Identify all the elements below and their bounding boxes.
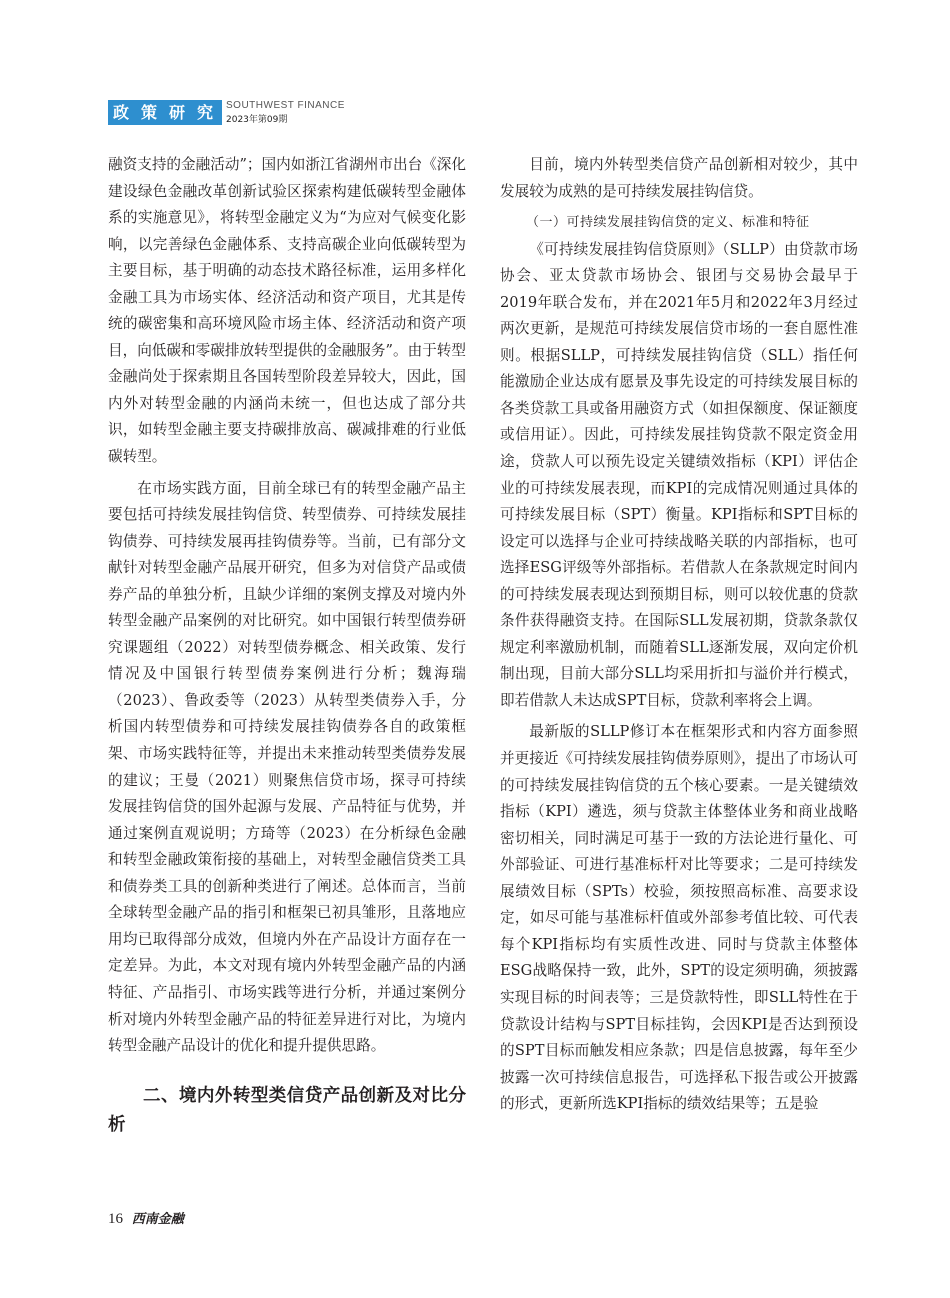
left-column [108, 152, 466, 1140]
page-footer [108, 1208, 184, 1228]
journal-english-name: SOUTHWEST FINANCE [226, 100, 345, 111]
section-tag: 政策研究 [108, 100, 222, 125]
subsection-heading: （一）可持续发展挂钩信贷的定义、标准和特征 [526, 215, 810, 231]
journal-name: 西南金融 [131, 1212, 184, 1227]
paragraph: 目前，境内外转型类信贷产品创新相对较少，其中发展较为成熟的是可持续发展挂钩信贷。 [500, 156, 858, 200]
paragraph: 融资支持的金融活动”；国内如浙江省湖州市出台《深化建设绿色金融改革创新试验区探索构建低碳转型金融体系的实施意见》，将转型金融定义为“为应对气候变化影响，以完善绿色金融体系、支持高碳企业向低碳转型为主要目标，基于明确的动态技术路径标准，运用多样化金融工具为市场实体、经济活动和资产项目，尤其是传统的碳密集和高环境风险市场主体、经济活动和资产项目，向低碳和零碳排放转型提供的金融服务”。由于转型金融尚处于探索期且各国转型阶段差异较大，因此，国内外对转型金融的内涵尚未统一，但也达成了部分共识，如转型金融主要支持碳排放高、碳减排难的行业低碳转型。 [108, 156, 466, 466]
paragraph: 在市场实践方面，目前全球已有的转型金融产品主要包括可持续发展挂钩信贷、转型债券、可持续发展挂钩债券、可持续发展再挂钩债券等。当前，已有部分文献针对转型金融产品展开研究，但多为对信贷产品或债券产品的单独分析，且缺少详细的案例支撑及对境内外转型金融产品案例的对比研究。如中国银行转型债券研究课题组（2022）对转型债券概念、相关政策、发行情况及中国银行转型债券案例进行分析；魏海瑞（2023）、鲁政委等（2023）从转型类债券入手，分析国内转型债券和可持续发展挂钩债券各自的政策框架、市场实践特征等，并提出未来推动转型类债券发展的建议；王曼（2021）则聚焦信贷市场，探寻可持续发展挂钩信贷的国外起源与发展、产品特征与优势，并通过案例直观说明；方琦等（2023）在分析绿色金融和转型金融政策衔接的基础上，对转型金融信贷类工具和债券类工具的创新种类进行了阐述。总体而言，当前全球转型金融产品的指引和框架已初具雏形，且落地应用均已取得部分成效，但境内外在产品设计方面存在一定差异。为此，本文对现有境内外转型金融产品的内涵特征、产品指引、市场实践等进行分析，并通过案例分析对境内外转型金融产品的特征差异进行对比，为境内转型金融产品设计的优化和提升提供思路。 [108, 479, 466, 1055]
paragraph: 《可持续发展挂钩信贷原则》（SLLP）由贷款市场协会、亚太贷款市场协会、银团与交易协会最早于2019年联合发布，并在2021年5月和2022年3月经过两次更新，是规范可持续发展信贷市场的一套自愿性准则。根据SLLP，可持续发展挂钩信贷（SLL）指任何能激励企业达成有愿景及事先设定的可持续发展目标的各类贷款工具或备用融资方式（如担保额度、保证额度或信用证）。因此，可持续发展挂钩贷款不限定资金用途，贷款人可以预先设定关键绩效指标（KPI）评估企业的可持续发展表现，而KPI的完成情况则通过具体的可持续发展目标（SPT）衡量。KPI指标和SPT目标的设定可以选择与企业可持续战略关联的内部指标，也可选择ESG评级等外部指标。若借款人在条款规定时间内的可持续发展表现达到预期目标，则可以较优惠的贷款条件获得融资支持。在国际SLL发展初期，贷款条款仅规定利率激励机制，而随着SLL逐渐发展，双向定价机制出现，目前大部分SLL均采用折扣与溢价并行模式，即若借款人未达成SPT目标，贷款利率将会上调。 [500, 240, 858, 709]
paragraph: 最新版的SLLP修订本在框架形式和内容方面参照并更接近《可持续发展挂钩债券原则》，提出了市场认可的可持续发展挂钩信贷的五个核心要素。一是关键绩效指标（KPI）遴选，须与贷款主体整体业务和商业战略密切相关，同时满足可基于一致的方法论进行量化、可外部验证、可进行基准标杆对比等要求；二是可持续发展绩效目标（SPTs）校验，须按照高标准、高要求设定，如尽可能与基准标杆值或外部参考值比较、可代表每个KPI指标均有实质性改进、同时与贷款主体整体ESG战略保持一致，此外，SPT的设定须明确，须披露实现目标的时间表等；三是贷款特性，即SLL特性在于贷款设计结构与SPT目标挂钩，会因KPI是否达到预设的SPT目标而触发相应条款；四是信息披露，每年至少披露一次可持续信息报告，可选择私下报告或公开披露的形式，更新所选KPI指标的绩效结果等；五是验 [500, 723, 858, 1113]
section-heading: 二、境内外转型类信贷产品创新及对比分析 [108, 1085, 466, 1135]
page-number: 16 [108, 1211, 123, 1227]
issue-label: 2023年第09期 [226, 115, 288, 125]
right-column [500, 152, 858, 1123]
